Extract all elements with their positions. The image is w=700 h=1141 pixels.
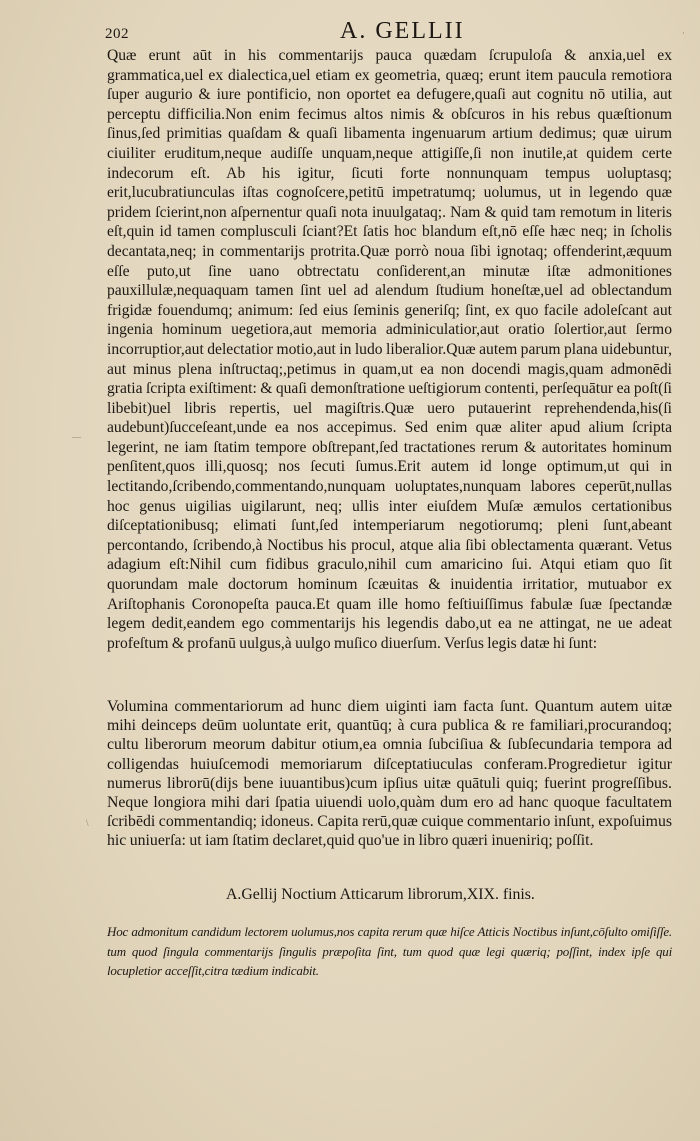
running-head: A. GELLII: [340, 18, 465, 44]
folio-number: 202: [105, 26, 129, 42]
margin-mark: —: [72, 432, 81, 442]
main-paragraph: Quæ erunt aūt in his commentarijs pauca quædam ſcrupuloſa & anxia,uel ex grammatica,uel ex dialectica,uel etiam ex geometria, quæq; erunt item paucula remotiora ſuper augurio & iure pontificio, non oportet ea defugere,quaſi aut cognitu nō utilia, aut perceptu difficilia.Non enim fecimus altos nimis & obſcuros in his rebus quæſtionum ſinus,ſed primitias quaſdam & quaſi libamenta ingenuarum artium dedimus; quæ uirum ciuiliter eruditum,neque audiſſe unquam,neque attigiſſe,ſi non inutile,at quidem certe indecorum eſt. Ab his igitur, ſicuti forte nonnunquam tempus uoluptasq; erit,lucubratiunculas iſtas cognoſcere,petitū impetratumq; uolumus, ut in legendo quæ pridem ſcierint,non aſpernentur quaſi nota inuulgataq;. Nam & quid tam remotum in literis eſt,quin id tamen complusculi ſciant?Et ſatis hoc blandum eſt,nō eſſe hæc neq; in ſcholis decantata,neq; in commentarijs protrita.Quæ porrò noua ſibi ignotaq; offenderint,æquum eſſe puto,ut ſine uano obtrectatu conſiderent,an minutæ iſtæ admonitiones pauxillulæ,nequaquam tamen ſint uel ad alendum ſtudium honeſtæ,uel ad oblectandum frigidæ fouendumq; animum: ſed eius ſeminis generiſq; ſint, ex quo facile adoleſcant aut ingenia hominum uegetiora,aut memoria adminiculatior,aut oratio ſolertior,aut ſermo incorruptior,aut delectatior motio,aut in ludo liberalior.Quæ autem parum plana uidebuntur, aut minus plena inſtructaq;,petimus in quam,ut ea non docendi magis,quam admonēdi gratia ſcripta exiſtiment: & quaſi demonſtratione ueſtigiorum contenti, perſequātur ea poſt(ſi libebit)uel libris repertis, uel magiſtris.Quæ uero putauerint reprehendenda,his(ſi audebunt)ſucceſeant,unde ea nos accepimus. Sed enim quæ aliter apud alium ſcripta legerint, ne iam ſtatim tempore obſtrepant,ſed tractationes rerum & autoritates hominum penſitent,quos illi,quosq; nos ſecuti ſumus.Erit autem id longe optimum,ut qui in lectitando,ſcribendo,commentando,nunquam uoluptates,nunquam labores ceperūt,nullas hoc genus uigilias uigilarunt, neq; ullis inter eiuſdem Muſæ æmulos certationibus diſceptationibusq; elimati ſunt,ſed intemperiarum negotiorumq; pleni ſunt,abeant percontando, ſcribendo,à Noctibus his procul, atque alia ſibi oblectamenta quærant. Vetus adagium eſt:Nihil cum fidibus graculo,nihil cum amaricino ſui. Atqui etiam quo ſit quorundam male doctorum hominum ſcæuitas & inuidentia irritatior, mutuabor ex Ariſtophanis Coronopeſta pauca.Et quam ille homo feſtiuiſſimus fabulæ ſuæ ſpectandæ legem dedit,eandem ego commentarijs his legendis dabo,ut ea ne attingat, ne ue adeat profeſtum & profanū uulgus,à uulgo muſico diuerſum. Verſus legis datæ hi ſunt:: [107, 47, 672, 652]
colophon: A.Gellij Noctium Atticarum librorum,XIX. finis.: [226, 886, 535, 903]
margin-mark: \: [86, 818, 89, 828]
margin-mark: ·: [682, 28, 685, 38]
main-text-block: [107, 46, 672, 653]
italic-note: Hoc admonitum candidum lectorem uolumus,nos capita rerum quæ hiſce Atticis Noctibus inſunt,cōſulto omiſiſſe. tum quod ſingula commentarijs ſingulis præpoſita ſint, tum quod quæ legi quæriq; poſſint, index ipſe qui locupletior acceſſit,citra tædium indicabit.: [107, 924, 672, 978]
second-text-block: [107, 697, 672, 851]
second-paragraph: Volumina commentariorum ad hunc diem uiginti iam facta ſunt. Quantum autem uitæ mihi deinceps deūm uoluntate erit, quantūq; à cura publica & re familiari,procurandoq; cultu liberorum meorum dabitur otium,ea omnia ſubciſiua & ſubſecundaria tempora ad colligendas huiuſcemodi memoriarum diſceptatiuculas conferam.Progredietur igitur numerus librorū(dijs bene iuuantibus)cum ipſius uitæ quātuli quiq; fuerint progreſſibus. Neque longiora mihi dari ſpatia uiuendi uolo,quàm dum ero ad hanc quoque facultatem ſcribēdi commentandiq; idoneus. Capita rerū,quæ cuique commentario inſunt, expoſuimus hic uniuerſa: ut iam ſtatim declaret,quid quo'ue in libro quæri inueniriq; poſſit.: [107, 698, 672, 850]
